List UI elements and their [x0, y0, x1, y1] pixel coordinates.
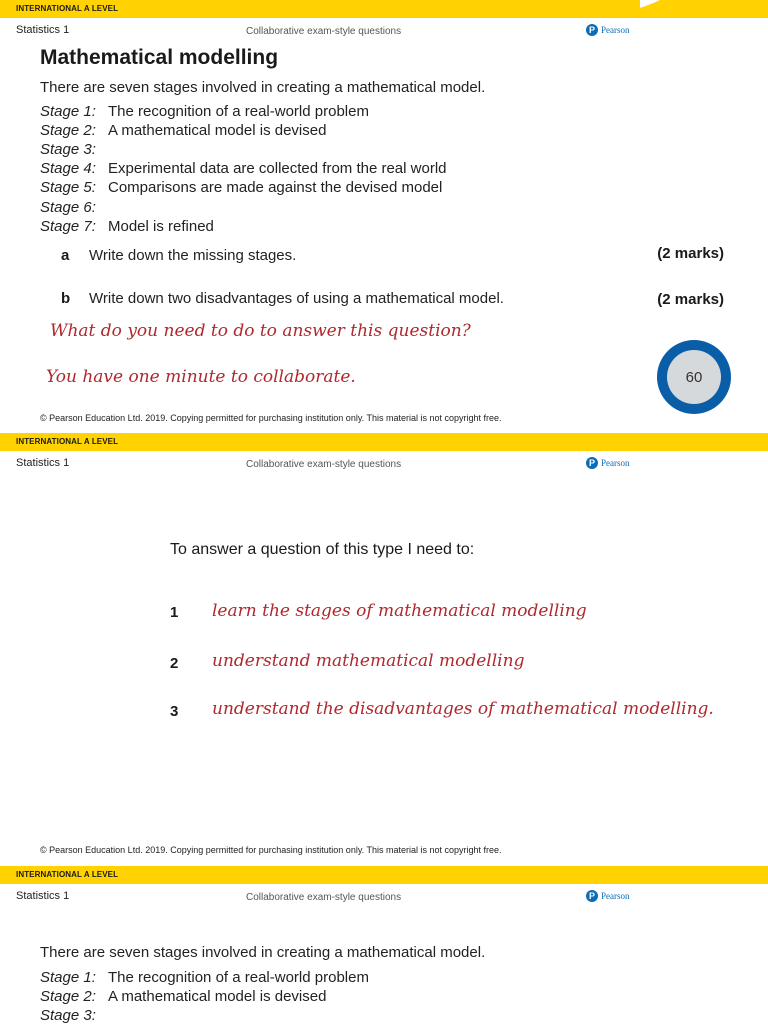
pearson-logo	[586, 890, 630, 902]
method-heading: To answer a question of this type I need to:	[170, 541, 475, 558]
stage-line	[40, 199, 108, 216]
stage-text: A mathematical model is devised	[108, 988, 327, 1005]
slide-1	[0, 0, 768, 433]
slide-2	[0, 433, 768, 866]
stage-label: Stage 4:	[40, 160, 96, 177]
page-title: Mathematical modelling	[40, 46, 279, 69]
stage-line	[40, 969, 369, 986]
section-title: Collaborative exam-style questions	[246, 892, 402, 903]
stage-label: Stage 3:	[40, 141, 96, 158]
stage-line	[40, 988, 326, 1005]
handwritten-collaborate: You have one minute to collaborate.	[46, 367, 356, 387]
copyright-notice: © Pearson Education Ltd. 2019. Copying permitted for purchasing institution only. This material is not copyright free.	[40, 845, 502, 855]
intro-text: There are seven stages involved in creating a mathematical model.	[40, 944, 486, 961]
timer-value: 60	[667, 350, 721, 404]
step-text: learn the stages of mathematical modelling	[212, 601, 587, 621]
pearson-p-icon: P	[586, 890, 598, 902]
pearson-p-icon: P	[586, 24, 598, 36]
stage-text: A mathematical model is devised	[108, 122, 327, 139]
intro-text: There are seven stages involved in creating a mathematical model.	[40, 79, 486, 96]
stage-line	[40, 103, 369, 120]
stage-line	[40, 122, 326, 139]
stage-label: Stage 7:	[40, 218, 96, 235]
stage-text: The recognition of a real-world problem	[108, 969, 369, 986]
stage-text: The recognition of a real-world problem	[108, 103, 369, 120]
question-text: Write down the missing stages.	[89, 247, 297, 264]
section-title: Collaborative exam-style questions	[246, 459, 402, 470]
subject-title: Statistics 1	[16, 890, 70, 902]
logo-wordmark: Pearson	[601, 25, 630, 35]
stage-text: Experimental data are collected from the real world	[108, 160, 447, 177]
subject-title: Statistics 1	[16, 24, 70, 36]
step-number: 1	[170, 604, 179, 621]
pearson-logo	[586, 24, 630, 36]
stage-line	[40, 179, 442, 196]
stage-line	[40, 141, 108, 158]
level-label: INTERNATIONAL A LEVEL	[16, 437, 119, 446]
logo-wordmark: Pearson	[601, 458, 630, 468]
stage-label: Stage 2:	[40, 122, 96, 139]
stage-text: Comparisons are made against the devised model	[108, 179, 443, 196]
stage-label: Stage 3:	[40, 1007, 96, 1024]
header-band	[0, 433, 768, 451]
pearson-logo	[586, 457, 630, 469]
stage-line	[40, 218, 214, 235]
pearson-p-icon: P	[586, 457, 598, 469]
stage-text: Model is refined	[108, 218, 214, 235]
slide-3	[0, 866, 768, 1024]
step-number: 3	[170, 703, 179, 720]
timer-widget[interactable]	[657, 340, 731, 414]
step-number: 2	[170, 655, 179, 672]
stage-label: Stage 6:	[40, 199, 96, 216]
stage-label: Stage 1:	[40, 969, 96, 986]
stage-label: Stage 1:	[40, 103, 96, 120]
logo-wordmark: Pearson	[601, 891, 630, 901]
step-text: understand mathematical modelling	[212, 651, 525, 671]
header-band	[0, 866, 768, 884]
question-marks: (2 marks)	[657, 291, 724, 308]
stage-label: Stage 5:	[40, 179, 96, 196]
question-text: Write down two disadvantages of using a mathematical model.	[89, 290, 504, 307]
header-band	[0, 0, 768, 18]
question-marks: (2 marks)	[657, 245, 724, 262]
stage-label: Stage 2:	[40, 988, 96, 1005]
level-label: INTERNATIONAL A LEVEL	[16, 4, 119, 13]
level-label: INTERNATIONAL A LEVEL	[16, 870, 119, 879]
subject-title: Statistics 1	[16, 457, 70, 469]
section-title: Collaborative exam-style questions	[246, 26, 402, 37]
copyright-notice: © Pearson Education Ltd. 2019. Copying permitted for purchasing institution only. This material is not copyright free.	[40, 413, 502, 423]
question-letter: a	[61, 247, 70, 264]
stage-line	[40, 1007, 108, 1024]
question-letter: b	[61, 290, 71, 307]
handwritten-prompt: What do you need to do to answer this question?	[50, 321, 471, 341]
step-text: understand the disadvantages of mathematical modelling.	[212, 699, 714, 719]
stage-line	[40, 160, 447, 177]
